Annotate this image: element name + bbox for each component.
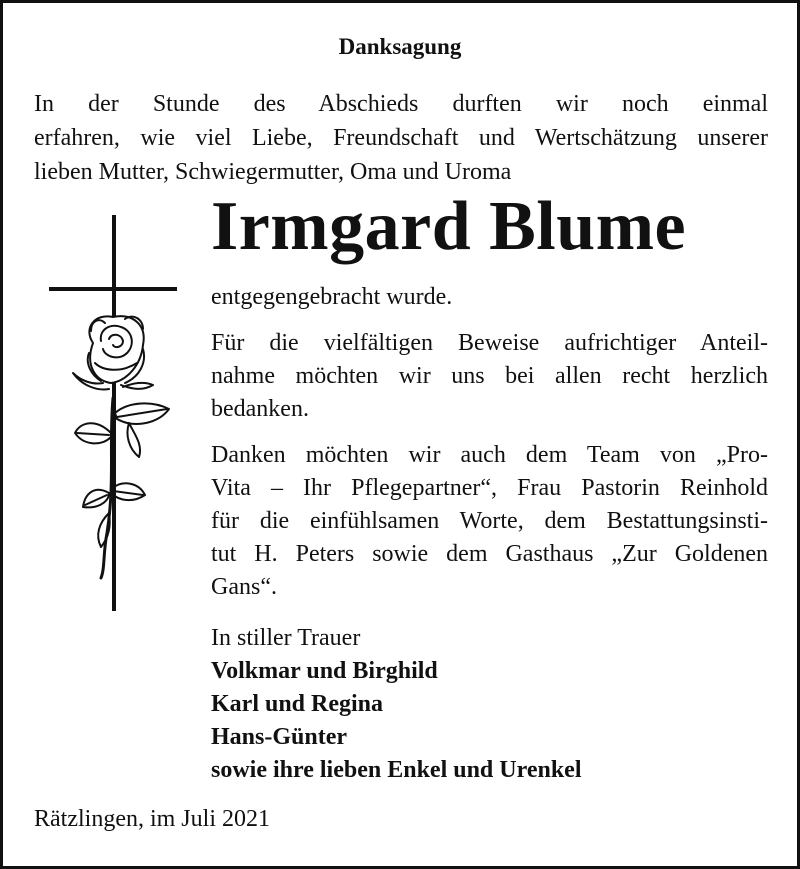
thanks-line: nahme möchten wir uns bei allen recht herzlich xyxy=(211,363,768,389)
mourner-name: Karl und Regina xyxy=(211,691,384,717)
rose-icon xyxy=(73,316,169,578)
body-text xyxy=(211,281,768,787)
mourning-intro: In stiller Trauer xyxy=(211,625,361,651)
thanks-paragraph xyxy=(211,327,768,426)
mourner-name: sowie ihre lieben Enkel und Urenkel xyxy=(211,757,582,783)
mourners-block xyxy=(211,622,768,787)
intro-line: lieben Mutter, Schwiegermutter, Oma und Uroma xyxy=(34,159,512,185)
place-date: Rätzlingen, im Juli 2021 xyxy=(34,806,270,832)
team-line: Danken möchten wir auch dem Team von „Pro- xyxy=(211,442,768,468)
team-line: Vita – Ihr Pflegepartner“, Frau Pastorin Reinhold xyxy=(211,475,768,501)
team-line: für die einfühlsamen Worte, dem Bestattungsinsti- xyxy=(211,508,768,534)
mourner-name: Hans-Günter xyxy=(211,724,348,750)
cross-with-rose-illustration xyxy=(43,213,183,613)
intro-line: erfahren, wie viel Liebe, Freundschaft und Wertschätzung unserer xyxy=(34,125,768,151)
deceased-name: Irmgard Blume xyxy=(211,188,687,265)
thanks-line: Für die vielfältigen Beweise aufrichtiger Anteil- xyxy=(211,330,768,356)
notice-heading: Danksagung xyxy=(338,34,462,59)
thanks-line: bedanken. xyxy=(211,396,309,422)
team-thanks-paragraph xyxy=(211,439,768,604)
obituary-content xyxy=(3,3,797,866)
team-line: Gans“. xyxy=(211,574,277,600)
intro-paragraph xyxy=(34,87,768,189)
mourner-name: Volkmar und Birghild xyxy=(211,658,438,684)
intro-line: In der Stunde des Abschieds durften wir noch einmal xyxy=(34,91,768,117)
team-line: tut H. Peters sowie dem Gasthaus „Zur Goldenen xyxy=(211,541,768,567)
received-line: entgegengebracht wurde. xyxy=(211,284,453,310)
